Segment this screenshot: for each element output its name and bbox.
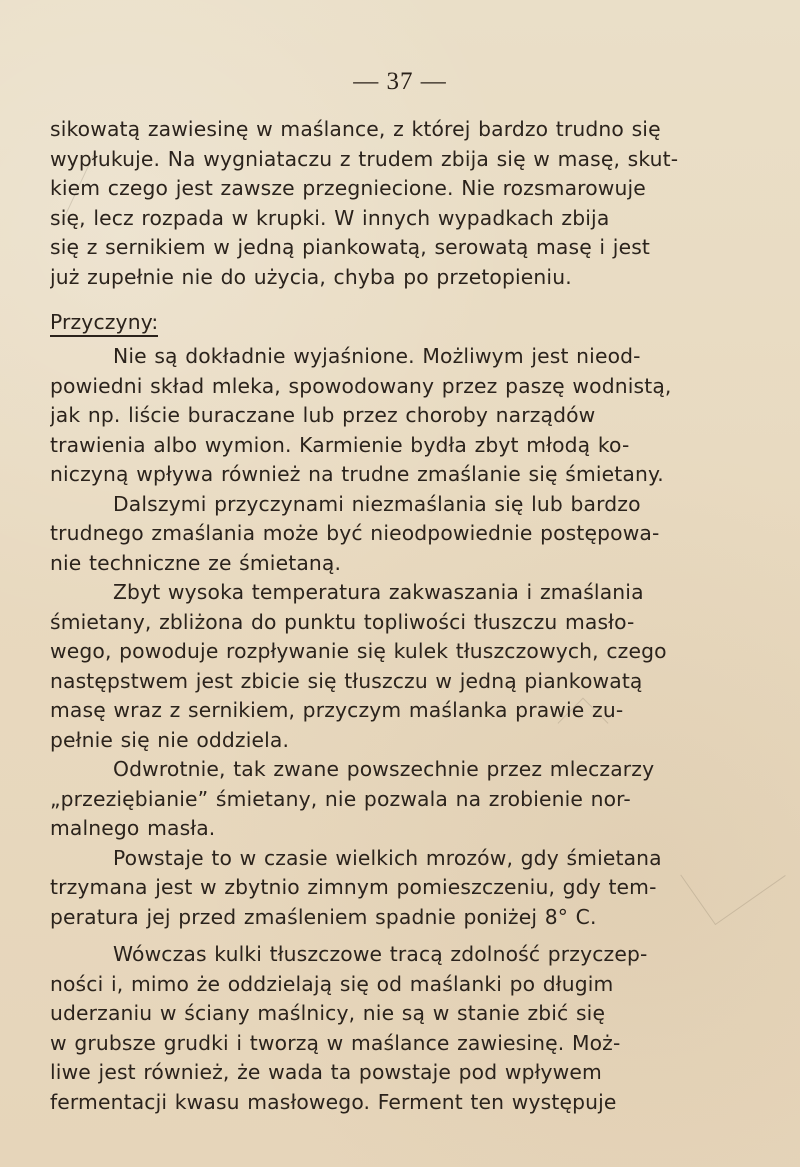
text-line-18: następstwem jest zbicie się tłuszczu w jedną piankowatą bbox=[50, 668, 643, 693]
text-line-12: Dalszymi przyczynami niezmaślania się lub bardzo bbox=[113, 491, 641, 516]
text-line-31: liwe jest również, że wada ta powstaje pod wpływem bbox=[50, 1060, 602, 1084]
text-line-20: pełnie się nie oddziela. bbox=[50, 727, 290, 752]
text-line-22: „przeziębianie” śmietany, nie pozwala na zrobienie nor- bbox=[50, 786, 631, 811]
page-number: — 37 — bbox=[353, 68, 447, 95]
text-line-21: Odwrotnie, tak zwane powszechnie przez mleczarzy bbox=[113, 757, 655, 781]
section-heading-wrapper bbox=[50, 308, 696, 342]
text-line-7: Nie są dokładnie wyjaśnione. Możliwym jest nieod- bbox=[113, 344, 641, 368]
text-line-3: kiem czego jest zawsze przegniecione. Nie rozsmarowuje bbox=[50, 176, 646, 200]
text-line-14: nie techniczne ze śmietaną. bbox=[50, 550, 342, 575]
text-line-10: trawienia albo wymion. Karmienie bydła zbyt młodą ko- bbox=[50, 432, 630, 457]
text-line-9: jak np. liście buraczane lub przez choroby narządów bbox=[50, 403, 596, 427]
text-line-25: trzymana jest w zbytnio zimnym pomieszczeniu, gdy tem- bbox=[50, 875, 657, 899]
text-line-24: Powstaje to w czasie wielkich mrozów, gdy śmietana bbox=[113, 845, 662, 870]
text-line-16: śmietany, zbliżona do punktu topliwości tłuszczu masło- bbox=[50, 609, 635, 634]
text-line-5: się z sernikiem w jedną piankowatą, serowatą masę i jest bbox=[50, 235, 651, 259]
text-line-4: się, lecz rozpada w krupki. W innych wypadkach zbija bbox=[50, 205, 610, 230]
text-line-15: Zbyt wysoka temperatura zakwaszania i zmaślania bbox=[113, 580, 644, 604]
text-line-11: niczyną wpływa również na trudne zmaślanie się śmietany. bbox=[50, 462, 664, 486]
text-line-13: trudnego zmaślania może być nieodpowiednie postępowa- bbox=[50, 521, 660, 545]
text-line-29: uderzaniu w ściany maślnicy, nie są w stanie zbić się bbox=[50, 1001, 606, 1025]
text-line-23: malnego masła. bbox=[50, 816, 216, 840]
text-line-1: sikowatą zawiesinę w maślance, z której bardzo trudno się bbox=[50, 117, 661, 141]
paper-crease-mark bbox=[680, 826, 785, 925]
text-line-19: masę wraz z sernikiem, przyczym maślanka prawie zu- bbox=[50, 698, 624, 722]
text-line-26: peratura jej przed zmaśleniem spadnie poniżej 8° C. bbox=[50, 904, 597, 929]
section-heading: Przyczyny: bbox=[50, 310, 158, 337]
page-body-text bbox=[50, 115, 696, 1117]
text-line-28: ności i, mimo że oddzielają się od maślanki po długim bbox=[50, 971, 614, 996]
text-line-27: Wówczas kulki tłuszczowe tracą zdolność przyczep- bbox=[113, 942, 648, 966]
text-line-2: wypłukuje. Na wygniataczu z trudem zbija się w masę, skut- bbox=[50, 146, 679, 171]
text-line-32: fermentacji kwasu masłowego. Ferment ten występuje bbox=[50, 1089, 617, 1114]
text-line-6: już zupełnie nie do użycia, chyba po przetopieniu. bbox=[50, 264, 572, 289]
text-line-17: wego, powoduje rozpływanie się kulek tłuszczowych, czego bbox=[50, 639, 667, 663]
text-line-8: powiedni skład mleka, spowodowany przez paszę wodnistą, bbox=[50, 373, 672, 398]
text-line-30: w grubsze grudki i tworzą w maślance zawiesinę. Moż- bbox=[50, 1030, 621, 1055]
